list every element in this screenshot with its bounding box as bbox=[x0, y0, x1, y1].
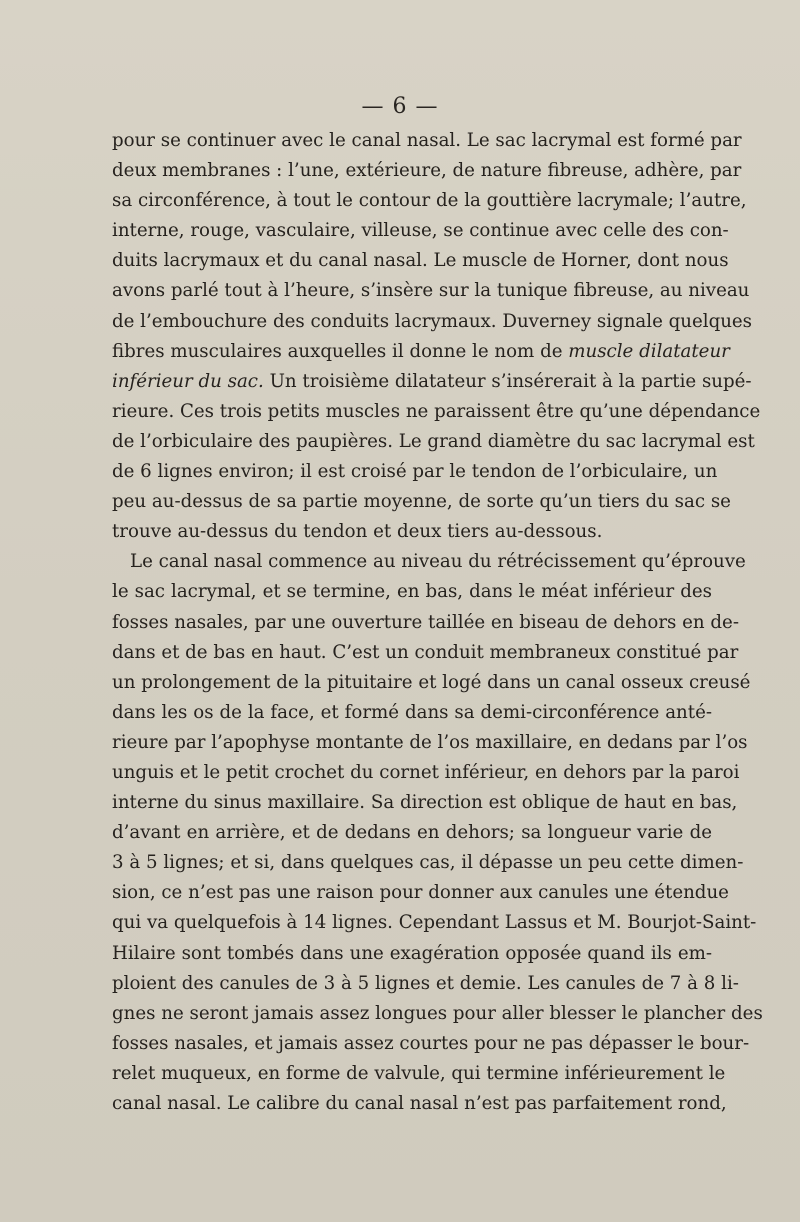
text-line: dans et de bas en haut. C’est un conduit membraneux constitué par bbox=[112, 641, 739, 663]
text-line: deux membranes : l’une, extérieure, de nature fibreuse, adhère, par bbox=[112, 160, 742, 182]
text-line: avons parlé tout à l’heure, s’insère sur la tunique fibreuse, au niveau bbox=[112, 280, 750, 302]
body-text bbox=[112, 126, 763, 1119]
text-line: pour se continuer avec le canal nasal. Le sac lacrymal est formé par bbox=[112, 130, 742, 151]
text-line: Hilaire sont tombés dans une exagération opposée quand ils em- bbox=[112, 942, 712, 964]
italic-term: muscle dilatateur bbox=[568, 340, 730, 362]
page-number: — 6 — bbox=[361, 94, 439, 119]
text-line: gnes ne seront jamais assez longues pour aller blesser le plancher des bbox=[112, 1002, 763, 1024]
text-line: de l’embouchure des conduits lacrymaux. Duverney signale quelques bbox=[112, 310, 753, 332]
text-line: de l’orbiculaire des paupières. Le grand diamètre du sac lacrymal est bbox=[112, 430, 755, 452]
text-line: 3 à 5 lignes; et si, dans quelques cas, il dépasse un peu cette dimen- bbox=[112, 852, 744, 874]
text-line: canal nasal. Le calibre du canal nasal n’est pas parfaitement rond, bbox=[112, 1093, 727, 1114]
text-line: sa circonférence, à tout le contour de la gouttière lacrymale; l’autre, bbox=[112, 190, 747, 212]
italic-term: inférieur du sac. bbox=[112, 370, 264, 392]
text-line: le sac lacrymal, et se termine, en bas, dans le méat inférieur des bbox=[112, 581, 712, 603]
text-line: de 6 lignes environ; il est croisé par le tendon de l’orbiculaire, un bbox=[112, 461, 718, 483]
text-line: inférieur du sac. Un troisième dilatateur s’insérerait à la partie supé- bbox=[112, 370, 752, 392]
text-line: unguis et le petit crochet du cornet inférieur, en dehors par la paroi bbox=[112, 761, 740, 783]
text-line: peu au-dessus de sa partie moyenne, de sorte qu’un tiers du sac se bbox=[112, 491, 731, 513]
text-line: interne, rouge, vasculaire, villeuse, se continue avec celle des con- bbox=[112, 220, 729, 242]
text-line: d’avant en arrière, et de dedans en dehors; sa longueur varie de bbox=[112, 822, 712, 844]
text-line: ploient des canules de 3 à 5 lignes et demie. Les canules de 7 à 8 li- bbox=[112, 972, 739, 994]
text-line: sion, ce n’est pas une raison pour donner aux canules une étendue bbox=[112, 882, 729, 904]
text-line: Le canal nasal commence au niveau du rétrécissement qu’éprouve bbox=[130, 551, 746, 573]
text-line: rieure par l’apophyse montante de l’os maxillaire, en dedans par l’os bbox=[112, 731, 748, 753]
text-line: duits lacrymaux et du canal nasal. Le muscle de Horner, dont nous bbox=[112, 250, 729, 272]
text-line: fosses nasales, et jamais assez courtes pour ne pas dépasser le bour- bbox=[112, 1032, 750, 1054]
paragraph bbox=[112, 126, 761, 547]
text-line: relet muqueux, en forme de valvule, qui termine inférieurement le bbox=[112, 1062, 726, 1084]
text-line: fosses nasales, par une ouverture taillée en biseau de dehors en de- bbox=[112, 611, 739, 633]
text-line: qui va quelquefois à 14 lignes. Cependant Lassus et M. Bourjot-Saint- bbox=[112, 912, 757, 934]
paragraph bbox=[112, 547, 763, 1119]
text-line: dans les os de la face, et formé dans sa demi-circonférence anté- bbox=[112, 701, 712, 723]
text-line: un prolongement de la pituitaire et logé dans un canal osseux creusé bbox=[112, 671, 751, 693]
text-line: interne du sinus maxillaire. Sa direction est oblique de haut en bas, bbox=[112, 792, 738, 814]
text-line: trouve au-dessus du tendon et deux tiers au-dessous. bbox=[112, 521, 603, 543]
text-line: rieure. Ces trois petits muscles ne paraissent être qu’une dépendance bbox=[112, 400, 761, 422]
text-line: fibres musculaires auxquelles il donne le nom de muscle dilatateur bbox=[112, 340, 730, 362]
